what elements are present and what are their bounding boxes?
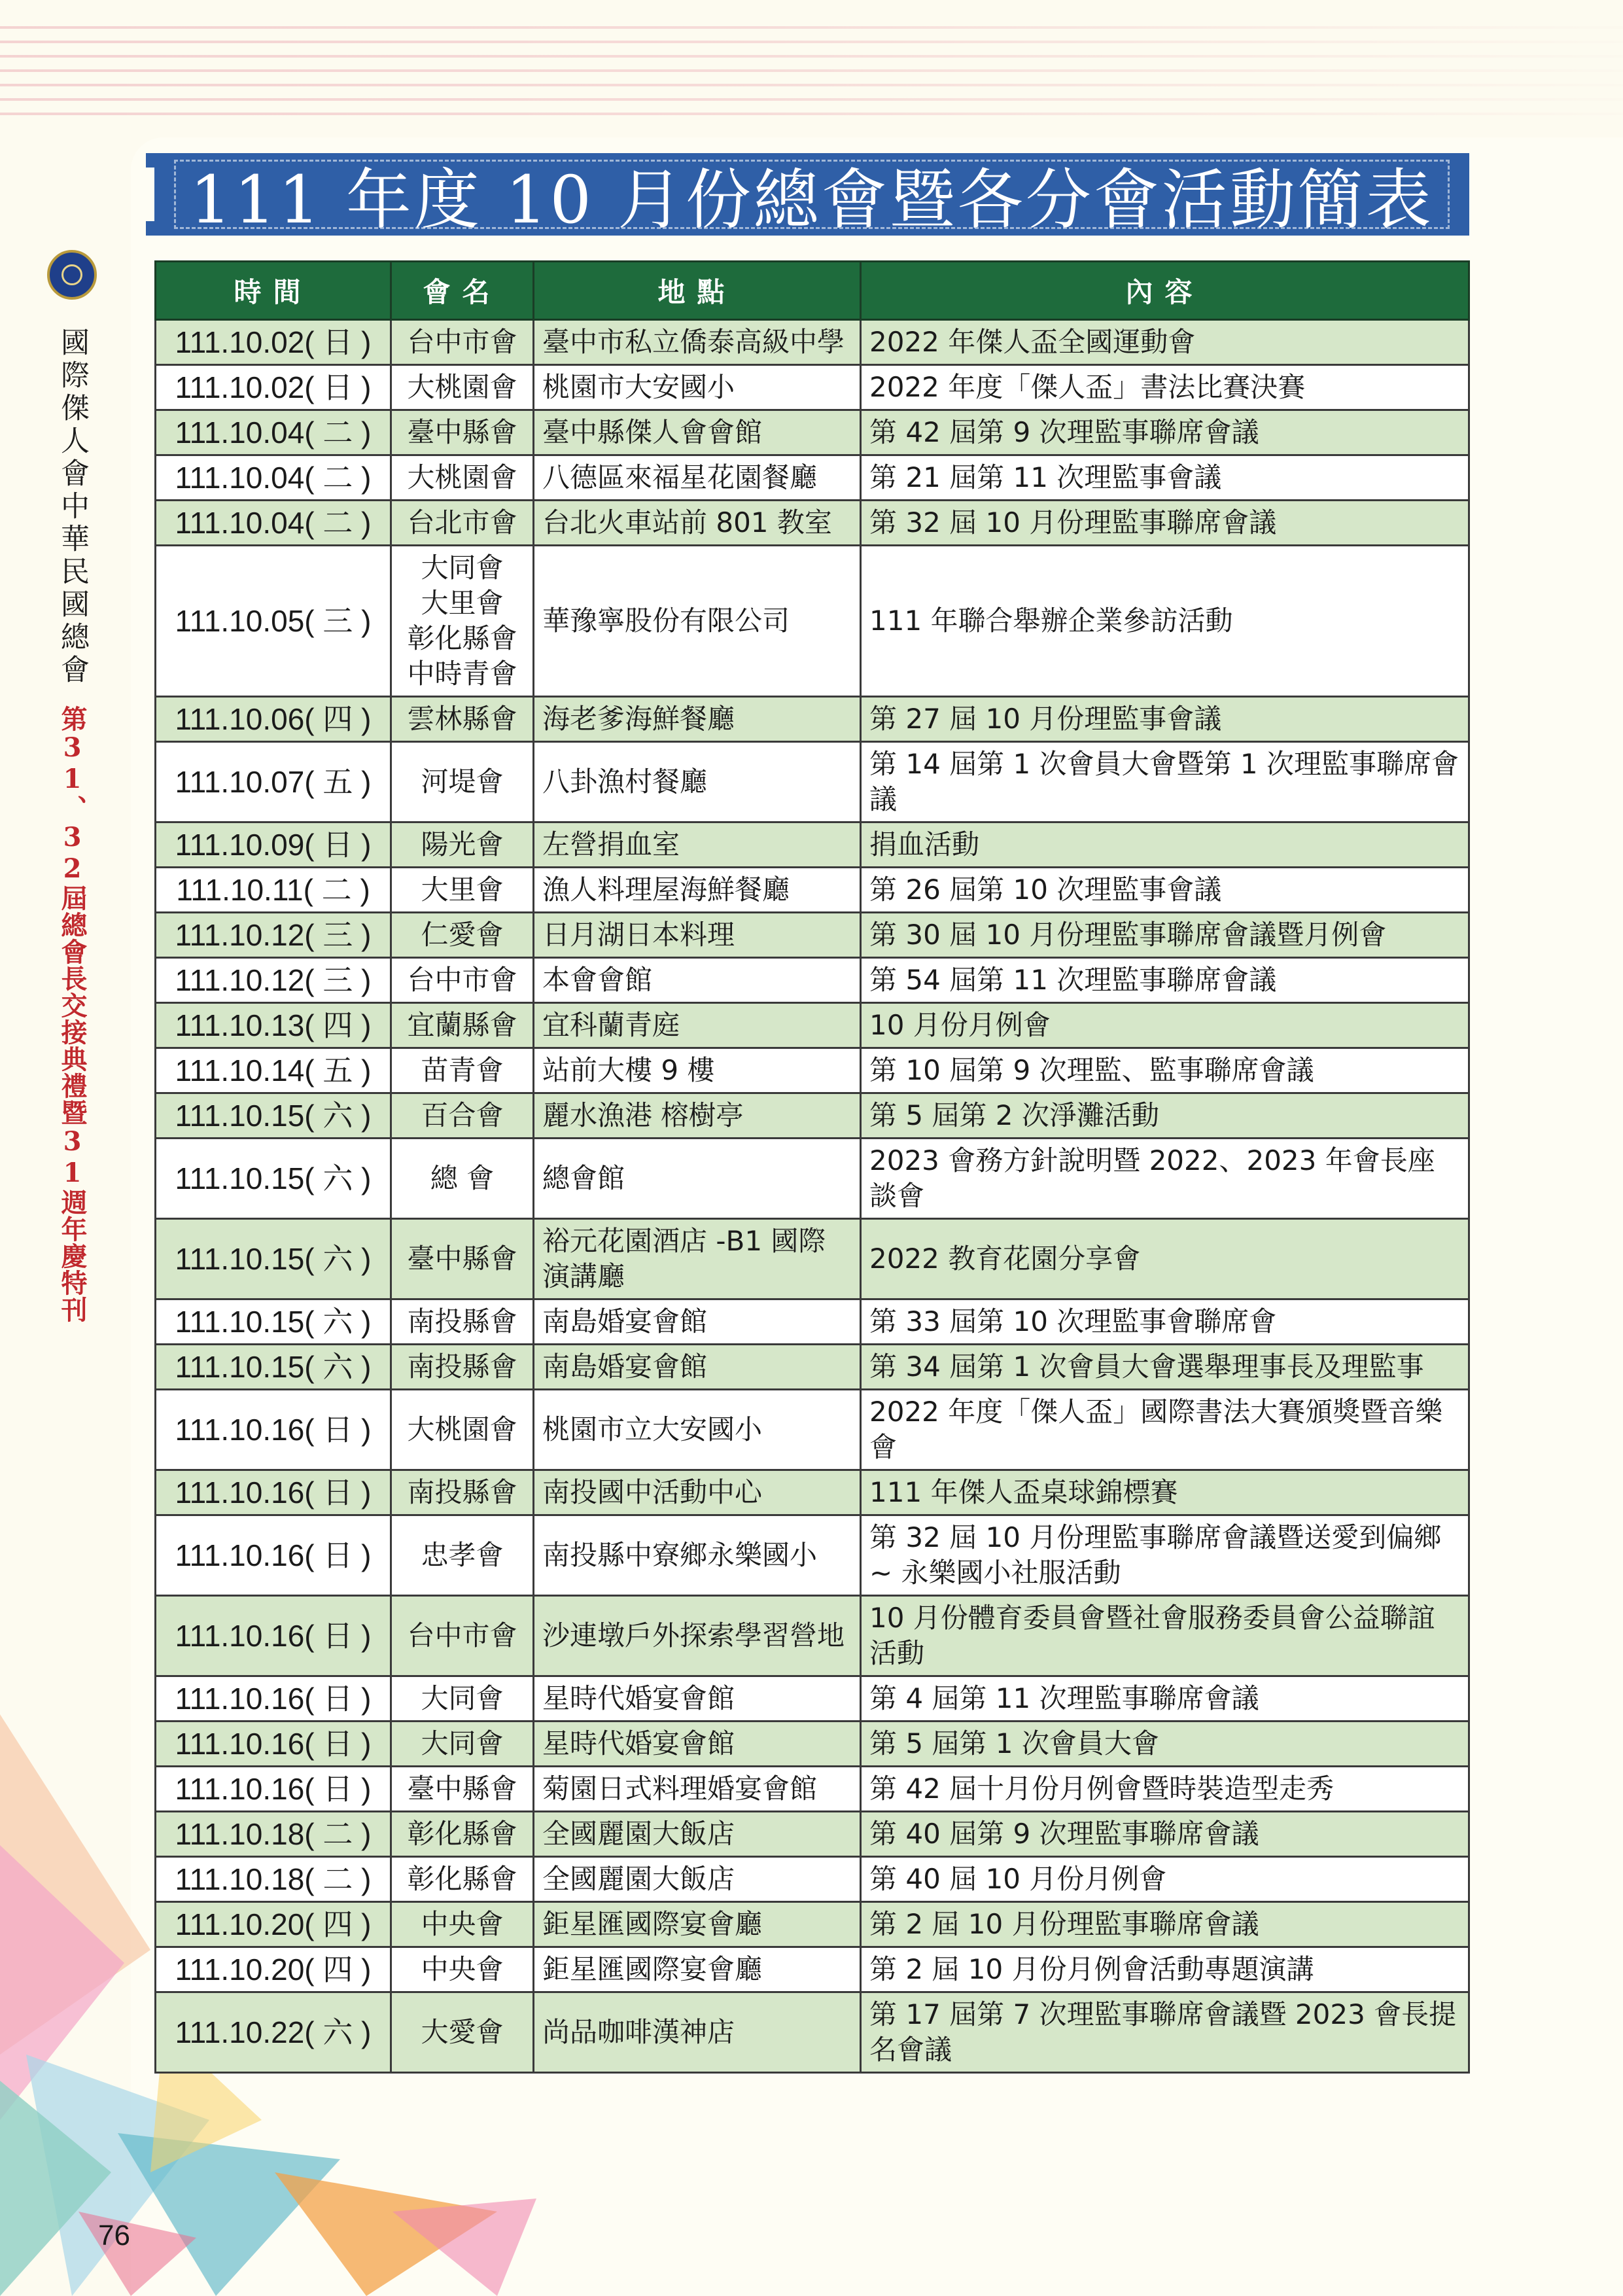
cell-organization xyxy=(391,1139,534,1219)
table-row xyxy=(156,455,1469,501)
table-row xyxy=(156,365,1469,410)
table-row xyxy=(156,1470,1469,1515)
cell-location: 南島婚宴會館 xyxy=(534,1299,861,1345)
cell-organization xyxy=(391,1048,534,1093)
table-row xyxy=(156,1093,1469,1139)
cell-content: 第 54 屆第 11 次理監事聯席會議 xyxy=(861,958,1469,1003)
cell-location: 臺中縣傑人會會館 xyxy=(534,410,861,455)
organization-name: 南投縣會 xyxy=(407,1305,517,1337)
cell-date: 111.10.12( 三 ) xyxy=(156,958,391,1003)
table-row xyxy=(156,742,1469,822)
sidebar-organization-name: 國際傑人會中華民國總會 xyxy=(56,327,89,687)
table-body xyxy=(156,320,1469,2073)
table-row xyxy=(156,1003,1469,1048)
cell-organization xyxy=(391,697,534,742)
organization-name: 臺中縣會 xyxy=(407,416,517,448)
table-row xyxy=(156,546,1469,697)
table-row xyxy=(156,958,1469,1003)
table-row xyxy=(156,822,1469,868)
cell-date: 111.10.06( 四 ) xyxy=(156,697,391,742)
cell-organization xyxy=(391,320,534,365)
cell-content: 第 34 屆第 1 次會員大會選舉理事長及理監事 xyxy=(861,1345,1469,1390)
cell-date: 111.10.04( 二 ) xyxy=(156,455,391,501)
cell-date: 111.10.09( 日 ) xyxy=(156,822,391,868)
cell-organization xyxy=(391,1219,534,1299)
table-row xyxy=(156,1812,1469,1857)
cell-organization xyxy=(391,868,534,913)
cell-date: 111.10.15( 六 ) xyxy=(156,1093,391,1139)
organization-name: 彰化縣會 xyxy=(407,622,517,654)
table-row xyxy=(156,501,1469,546)
cell-date: 111.10.14( 五 ) xyxy=(156,1048,391,1093)
cell-location: 臺中市私立僑泰高級中學 xyxy=(534,320,861,365)
cell-organization xyxy=(391,501,534,546)
cell-location: 南島婚宴會館 xyxy=(534,1345,861,1390)
cell-date: 111.10.18( 二 ) xyxy=(156,1812,391,1857)
organization-name: 苗青會 xyxy=(421,1054,504,1086)
table-row xyxy=(156,868,1469,913)
cell-location: 日月湖日本料理 xyxy=(534,913,861,958)
page-title: 111 年度 10 月份總會暨各分會活動簡表 xyxy=(190,162,1434,238)
table-row xyxy=(156,697,1469,742)
cell-location: 菊園日式料理婚宴會館 xyxy=(534,1767,861,1812)
cell-organization xyxy=(391,1515,534,1596)
header-location: 地點 xyxy=(534,262,861,320)
table-row xyxy=(156,1857,1469,1902)
cell-location: 台北火車站前 801 教室 xyxy=(534,501,861,546)
cell-content: 第 33 屆第 10 次理監事會聯席會 xyxy=(861,1299,1469,1345)
table-row xyxy=(156,1992,1469,2073)
cell-organization xyxy=(391,1093,534,1139)
cell-location: 星時代婚宴會館 xyxy=(534,1676,861,1722)
cell-content: 111 年聯合舉辦企業參訪活動 xyxy=(861,546,1469,697)
organization-name: 忠孝會 xyxy=(421,1539,504,1571)
table-row xyxy=(156,1219,1469,1299)
cell-content: 第 32 屆 10 月份理監事聯席會議 xyxy=(861,501,1469,546)
cell-date: 111.10.04( 二 ) xyxy=(156,410,391,455)
cell-content: 第 4 屆第 11 次理監事聯席會議 xyxy=(861,1676,1469,1722)
organization-name: 河堤會 xyxy=(421,766,504,798)
cell-date: 111.10.13( 四 ) xyxy=(156,1003,391,1048)
cell-location: 本會會館 xyxy=(534,958,861,1003)
cell-location: 鉅星匯國際宴會廳 xyxy=(534,1947,861,1992)
cell-content: 第 30 屆 10 月份理監事聯席會議暨月例會 xyxy=(861,913,1469,958)
cell-organization xyxy=(391,546,534,697)
cell-location: 裕元花園酒店 -B1 國際演講廳 xyxy=(534,1219,861,1299)
cell-date: 111.10.04( 二 ) xyxy=(156,501,391,546)
organization-name: 大桃園會 xyxy=(407,371,517,403)
table-row xyxy=(156,1902,1469,1947)
cell-location: 麗水漁港 榕樹亭 xyxy=(534,1093,861,1139)
cell-date: 111.10.16( 日 ) xyxy=(156,1470,391,1515)
table-row xyxy=(156,1390,1469,1470)
cell-date: 111.10.12( 三 ) xyxy=(156,913,391,958)
cell-content: 111 年傑人盃桌球錦標賽 xyxy=(861,1470,1469,1515)
page-number: 76 xyxy=(98,2219,130,2252)
cell-content: 第 10 屆第 9 次理監、監事聯席會議 xyxy=(861,1048,1469,1093)
cell-date: 111.10.15( 六 ) xyxy=(156,1345,391,1390)
cell-date: 111.10.16( 日 ) xyxy=(156,1390,391,1470)
table-row xyxy=(156,1676,1469,1722)
cell-content: 第 32 屆 10 月份理監事聯席會議暨送愛到偏鄉 ~ 永樂國小社服活動 xyxy=(861,1515,1469,1596)
cell-date: 111.10.18( 二 ) xyxy=(156,1857,391,1902)
cell-content: 第 5 屆第 2 次淨灘活動 xyxy=(861,1093,1469,1139)
organization-name: 陽光會 xyxy=(421,828,504,860)
table-row xyxy=(156,913,1469,958)
organization-name: 台北市會 xyxy=(407,506,517,539)
cell-content: 第 17 屆第 7 次理監事聯席會議暨 2023 會長提名會議 xyxy=(861,1992,1469,2073)
cell-content: 第 14 屆第 1 次會員大會暨第 1 次理監事聯席會議 xyxy=(861,742,1469,822)
cell-location: 鉅星匯國際宴會廳 xyxy=(534,1902,861,1947)
cell-content: 2022 年度「傑人盃」國際書法大賽頒獎暨音樂會 xyxy=(861,1390,1469,1470)
cell-organization xyxy=(391,455,534,501)
cell-location: 海老爹海鮮餐廳 xyxy=(534,697,861,742)
cell-organization xyxy=(391,1596,534,1676)
cell-organization xyxy=(391,410,534,455)
cell-date: 111.10.20( 四 ) xyxy=(156,1947,391,1992)
organization-name: 臺中縣會 xyxy=(407,1773,517,1805)
organization-name: 台中市會 xyxy=(407,964,517,996)
cell-location: 南投國中活動中心 xyxy=(534,1470,861,1515)
cell-content: 10 月份月例會 xyxy=(861,1003,1469,1048)
cell-date: 111.10.15( 六 ) xyxy=(156,1219,391,1299)
cell-organization xyxy=(391,913,534,958)
table-row xyxy=(156,1767,1469,1812)
cell-date: 111.10.15( 六 ) xyxy=(156,1139,391,1219)
cell-content: 2022 年度「傑人盃」書法比賽決賽 xyxy=(861,365,1469,410)
cell-organization xyxy=(391,822,534,868)
organization-name: 大同會 xyxy=(421,1727,504,1759)
cell-organization xyxy=(391,1299,534,1345)
cell-organization xyxy=(391,1767,534,1812)
header-stripes-fade xyxy=(0,26,1623,118)
cell-date: 111.10.20( 四 ) xyxy=(156,1902,391,1947)
organization-name: 大桃園會 xyxy=(407,461,517,493)
organization-name: 大里會 xyxy=(421,587,504,619)
organization-name: 仁愛會 xyxy=(421,919,504,951)
cell-organization xyxy=(391,1947,534,1992)
cell-location: 宜科蘭青庭 xyxy=(534,1003,861,1048)
cell-date: 111.10.02( 日 ) xyxy=(156,320,391,365)
table-row xyxy=(156,1596,1469,1676)
cell-location: 全國麗園大飯店 xyxy=(534,1812,861,1857)
organization-name: 彰化縣會 xyxy=(407,1818,517,1850)
cell-location: 八德區來福星花園餐廳 xyxy=(534,455,861,501)
cell-location: 南投縣中寮鄉永樂國小 xyxy=(534,1515,861,1596)
cell-organization xyxy=(391,1003,534,1048)
organization-name: 大同會 xyxy=(421,1682,504,1714)
organization-name: 大桃園會 xyxy=(407,1413,517,1445)
organization-name: 彰化縣會 xyxy=(407,1863,517,1895)
cell-location: 全國麗園大飯店 xyxy=(534,1857,861,1902)
cell-date: 111.10.16( 日 ) xyxy=(156,1676,391,1722)
table-row xyxy=(156,410,1469,455)
cell-location: 漁人料理屋海鮮餐廳 xyxy=(534,868,861,913)
cell-date: 111.10.16( 日 ) xyxy=(156,1767,391,1812)
header-organization: 會名 xyxy=(391,262,534,320)
cell-organization xyxy=(391,1676,534,1722)
cell-location: 沙連墩戶外探索學習營地 xyxy=(534,1596,861,1676)
cell-organization xyxy=(391,1470,534,1515)
organization-name: 大同會 xyxy=(421,552,504,584)
organization-name: 中央會 xyxy=(421,1953,504,1985)
cell-organization xyxy=(391,1857,534,1902)
cell-content: 2022 教育花園分享會 xyxy=(861,1219,1469,1299)
cell-content: 第 42 屆十月份月例會暨時裝造型走秀 xyxy=(861,1767,1469,1812)
cell-content: 10 月份體育委員會暨社會服務委員會公益聯誼活動 xyxy=(861,1596,1469,1676)
table-row xyxy=(156,1515,1469,1596)
organization-name: 大里會 xyxy=(421,874,504,906)
cell-organization xyxy=(391,958,534,1003)
cell-organization xyxy=(391,365,534,410)
table-row xyxy=(156,1048,1469,1093)
cell-content: 第 26 屆第 10 次理監事會議 xyxy=(861,868,1469,913)
cell-location: 左營捐血室 xyxy=(534,822,861,868)
table-row xyxy=(156,1139,1469,1219)
cell-content: 第 2 屆 10 月份月例會活動專題演講 xyxy=(861,1947,1469,1992)
cell-location: 尚品咖啡漢神店 xyxy=(534,1992,861,2073)
cell-organization xyxy=(391,1992,534,2073)
organization-name: 宜蘭縣會 xyxy=(407,1009,517,1041)
cell-date: 111.10.16( 日 ) xyxy=(156,1596,391,1676)
cell-date: 111.10.05( 三 ) xyxy=(156,546,391,697)
table-row xyxy=(156,1722,1469,1767)
cell-date: 111.10.02( 日 ) xyxy=(156,365,391,410)
organization-name: 雲林縣會 xyxy=(407,703,517,735)
cell-location: 星時代婚宴會館 xyxy=(534,1722,861,1767)
organization-name: 中時青會 xyxy=(407,658,517,690)
cell-location: 總會館 xyxy=(534,1139,861,1219)
table-row xyxy=(156,320,1469,365)
cell-content: 第 27 屆 10 月份理監事會議 xyxy=(861,697,1469,742)
cell-date: 111.10.16( 日 ) xyxy=(156,1722,391,1767)
cell-organization xyxy=(391,1902,534,1947)
cell-date: 111.10.22( 六 ) xyxy=(156,1992,391,2073)
cell-date: 111.10.07( 五 ) xyxy=(156,742,391,822)
cell-location: 八卦漁村餐廳 xyxy=(534,742,861,822)
organization-name: 台中市會 xyxy=(407,1619,517,1651)
organization-name: 南投縣會 xyxy=(407,1476,517,1508)
cell-organization xyxy=(391,1722,534,1767)
cell-date: 111.10.11( 二 ) xyxy=(156,868,391,913)
organization-name: 台中市會 xyxy=(407,326,517,358)
organization-name: 南投縣會 xyxy=(407,1351,517,1383)
cell-date: 111.10.16( 日 ) xyxy=(156,1515,391,1596)
cell-organization xyxy=(391,1812,534,1857)
cell-content: 第 40 屆 10 月份月例會 xyxy=(861,1857,1469,1902)
cell-date: 111.10.15( 六 ) xyxy=(156,1299,391,1345)
table-row xyxy=(156,1299,1469,1345)
organization-logo-icon xyxy=(47,250,97,300)
organization-name: 總 會 xyxy=(430,1162,495,1194)
header-content: 內容 xyxy=(861,262,1469,320)
cell-content: 第 42 屆第 9 次理監事聯席會議 xyxy=(861,410,1469,455)
cell-content: 2022 年傑人盃全國運動會 xyxy=(861,320,1469,365)
cell-content: 第 21 屆第 11 次理監事會議 xyxy=(861,455,1469,501)
cell-organization xyxy=(391,1390,534,1470)
cell-content: 2023 會務方針說明暨 2022、2023 年會長座談會 xyxy=(861,1139,1469,1219)
organization-name: 中央會 xyxy=(421,1908,504,1940)
cell-content: 第 2 屆 10 月份理監事聯席會議 xyxy=(861,1902,1469,1947)
organization-name: 百合會 xyxy=(421,1099,504,1131)
cell-location: 桃園市立大安國小 xyxy=(534,1390,861,1470)
organization-name: 大愛會 xyxy=(421,2016,504,2048)
cell-organization xyxy=(391,1345,534,1390)
cell-content: 捐血活動 xyxy=(861,822,1469,868)
table-row xyxy=(156,1345,1469,1390)
organization-name: 臺中縣會 xyxy=(407,1243,517,1275)
cell-content: 第 5 屆第 1 次會員大會 xyxy=(861,1722,1469,1767)
table-row xyxy=(156,1947,1469,1992)
cell-location: 桃園市大安國小 xyxy=(534,365,861,410)
cell-location: 站前大樓 9 樓 xyxy=(534,1048,861,1093)
cell-organization xyxy=(391,742,534,822)
header-date: 時間 xyxy=(156,262,391,320)
table-header-row xyxy=(156,262,1469,320)
activity-table xyxy=(154,260,1470,2074)
sidebar-event-name: 第31、32屆總會長交接典禮暨31週年慶特刊 xyxy=(57,705,88,1323)
cell-location: 華豫寧股份有限公司 xyxy=(534,546,861,697)
cell-content: 第 40 屆第 9 次理監事聯席會議 xyxy=(861,1812,1469,1857)
